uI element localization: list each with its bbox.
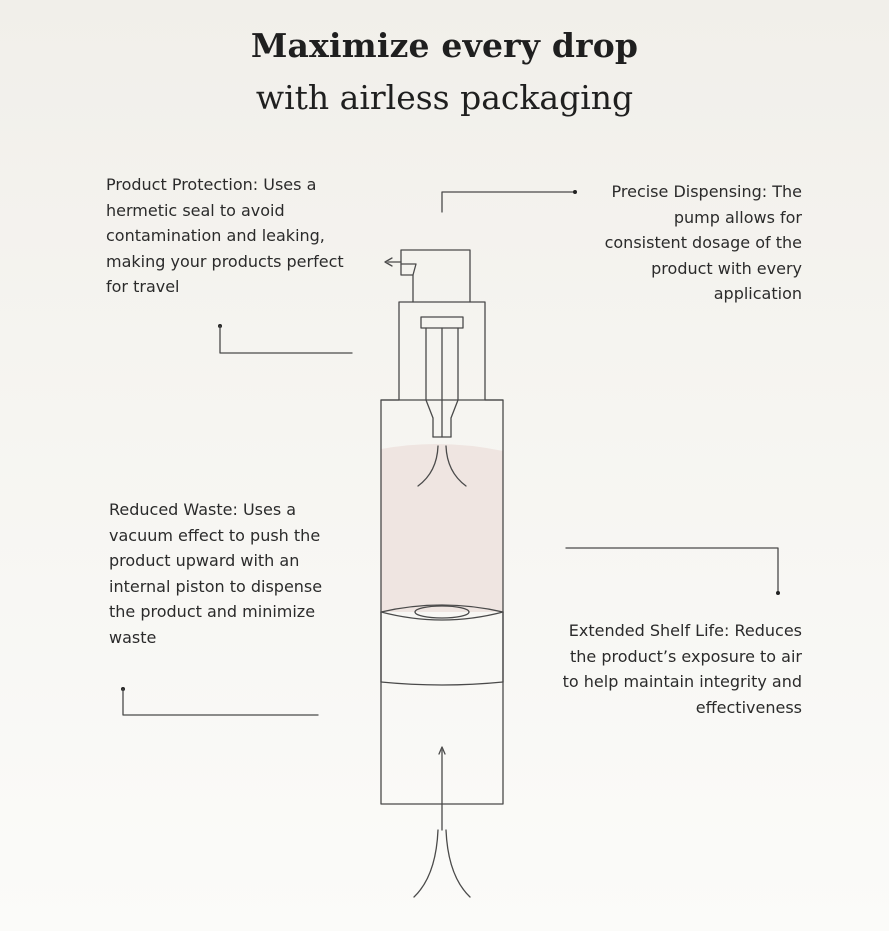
page-subtitle: with airless packaging: [255, 78, 634, 117]
pump-nozzle: [401, 264, 416, 275]
leader-waste: [121, 687, 318, 715]
pump-actuator: [401, 250, 470, 302]
callout-extended-shelf-life: Extended Shelf Life: Reduces the product’s exposure to air to help maintain integrity and effectiveness: [562, 621, 802, 717]
leader-shelf-life: [566, 548, 780, 595]
callout-reduced-waste: Reduced Waste: Uses a vacuum effect to push the product upward with an internal piston to dispense the product and minimize waste: [109, 500, 323, 647]
air-flow-lines: [414, 830, 470, 897]
pump-stem-cap: [421, 317, 463, 328]
product-fill: [381, 444, 503, 612]
callout-product-protection: Product Protection: Uses a hermetic seal to avoid contamination and leaking, making your products perfect for travel: [106, 175, 344, 296]
page-title: Maximize every drop: [250, 26, 639, 65]
leader-dispensing: [442, 190, 577, 212]
callout-precise-dispensing: Precise Dispensing: The pump allows for consistent dosage of the product with every application: [604, 182, 802, 303]
leader-protection: [218, 324, 352, 353]
